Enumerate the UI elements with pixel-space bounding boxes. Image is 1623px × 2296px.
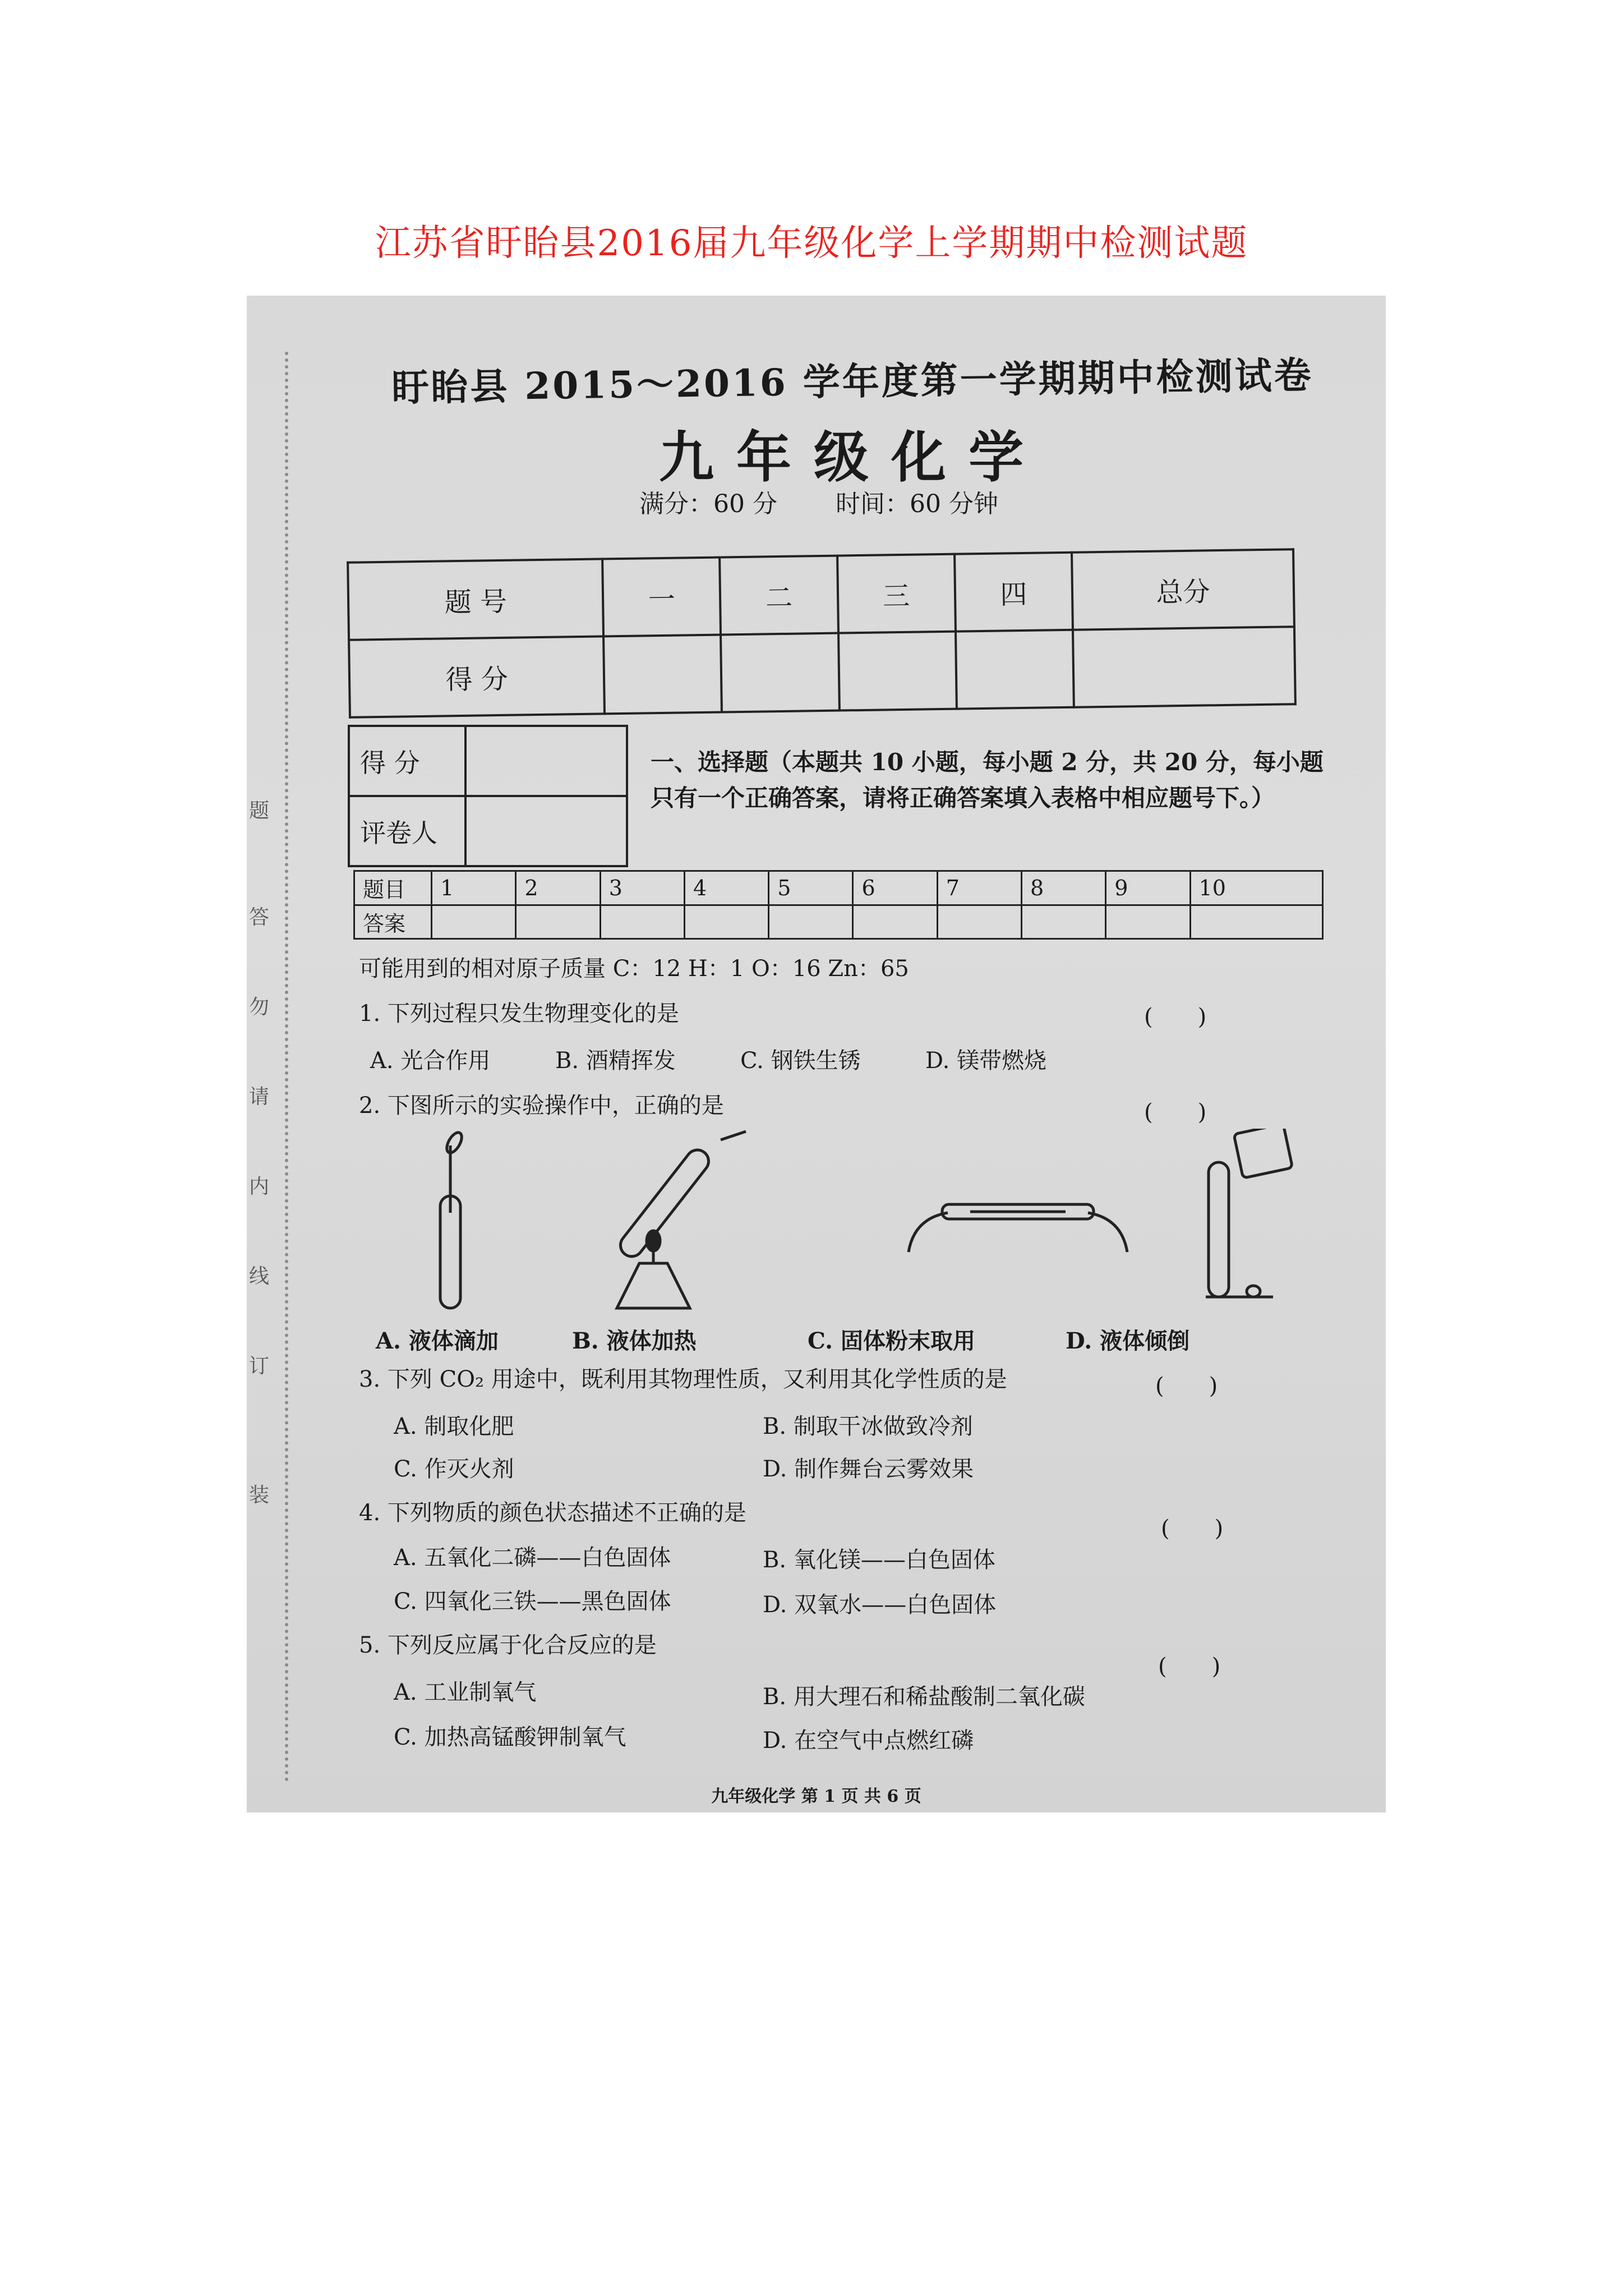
answer-cell[interactable] bbox=[600, 905, 684, 939]
option: B. 酒精挥发 bbox=[555, 1048, 676, 1074]
answer-number: 9 bbox=[1106, 871, 1190, 905]
binding-line bbox=[285, 352, 288, 1782]
option: B. 氧化镁——白色固体 bbox=[763, 1547, 995, 1573]
option: C. 钢铁生锈 bbox=[740, 1048, 861, 1074]
option: D. 双氧水——白色固体 bbox=[763, 1592, 997, 1618]
answer-cell[interactable] bbox=[1190, 905, 1322, 939]
option: C. 加热高锰酸钾制氧气 bbox=[394, 1724, 626, 1750]
answer-cell[interactable] bbox=[769, 905, 853, 939]
option: B. 制取干冰做致冷剂 bbox=[763, 1414, 973, 1439]
exam-subject: 九年级化学 bbox=[658, 425, 1046, 490]
answer-number: 8 bbox=[1022, 871, 1106, 905]
heating-flask-icon bbox=[616, 1131, 746, 1308]
option: C. 作灭火剂 bbox=[394, 1456, 514, 1482]
option: D. 制作舞台云雾效果 bbox=[763, 1456, 974, 1482]
dropper-test-tube-icon bbox=[440, 1130, 465, 1308]
full-score: 满分：60 分 bbox=[639, 490, 777, 518]
answer-row-label: 题目 bbox=[354, 871, 432, 905]
binding-word: 内 bbox=[248, 1175, 269, 1198]
answer-cell[interactable] bbox=[1022, 905, 1106, 939]
answer-paren: ( ) bbox=[1158, 1654, 1221, 1680]
binding-word: 勿 bbox=[248, 996, 269, 1019]
score-cell[interactable] bbox=[1073, 627, 1295, 707]
option: A. 光合作用 bbox=[370, 1048, 491, 1074]
score-header: 一 bbox=[602, 558, 721, 637]
answer-cell[interactable] bbox=[1106, 905, 1190, 939]
exam-time: 时间：60 分钟 bbox=[835, 490, 998, 518]
binding-word: 题 bbox=[248, 799, 269, 822]
grader-score-label: 得 分 bbox=[349, 726, 465, 796]
answer-number: 3 bbox=[600, 871, 684, 905]
score-header: 题 号 bbox=[348, 559, 603, 639]
option: A. 工业制氧气 bbox=[394, 1680, 537, 1705]
answer-paren: ( ) bbox=[1155, 1373, 1218, 1399]
option: D. 在空气中点燃红磷 bbox=[763, 1728, 974, 1754]
option: B. 用大理石和稀盐酸制二氧化碳 bbox=[763, 1684, 1085, 1710]
answer-cell[interactable] bbox=[853, 905, 937, 939]
answer-table bbox=[353, 870, 1324, 940]
question-stem: 1. 下列过程只发生物理变化的是 bbox=[359, 1001, 679, 1027]
score-cell[interactable] bbox=[956, 630, 1074, 709]
answer-number: 4 bbox=[684, 871, 768, 905]
option: A. 制取化肥 bbox=[394, 1414, 514, 1439]
figure-label: C. 固体粉末取用 bbox=[808, 1328, 975, 1354]
question-stem: 4. 下列物质的颜色状态描述不正确的是 bbox=[359, 1500, 746, 1526]
answer-cell[interactable] bbox=[432, 905, 516, 939]
score-header: 总分 bbox=[1072, 549, 1294, 630]
exam-title: 盱眙县 2015～2016 学年度第一学期期中检测试卷 bbox=[391, 353, 1314, 410]
question-stem: 5. 下列反应属于化合反应的是 bbox=[359, 1632, 657, 1658]
answer-number: 2 bbox=[516, 871, 600, 905]
liquid-pouring-icon bbox=[1206, 1129, 1293, 1297]
answer-number: 6 bbox=[853, 871, 937, 905]
score-cell[interactable] bbox=[603, 635, 722, 714]
section1-instructions: 一、选择题（本题共 10 小题，每小题 2 分，共 20 分，每小题只有一个正确答案，请将正确答案填入表格中相应题号下。） bbox=[651, 748, 1324, 812]
answer-paren: ( ) bbox=[1144, 1099, 1207, 1125]
option: C. 四氧化三铁——黑色固体 bbox=[394, 1589, 671, 1614]
answer-number: 7 bbox=[937, 871, 1021, 905]
answer-paren: ( ) bbox=[1144, 1004, 1207, 1030]
binding-word: 请 bbox=[248, 1085, 269, 1108]
answer-paren: ( ) bbox=[1161, 1516, 1224, 1542]
score-header: 四 bbox=[955, 553, 1073, 632]
page-footer: 九年级化学 第 1 页 共 6 页 bbox=[711, 1787, 921, 1806]
score-header: 二 bbox=[720, 556, 838, 635]
binding-word: 线 bbox=[248, 1265, 269, 1288]
powder-spatula-icon bbox=[909, 1204, 1127, 1252]
grader-cell[interactable] bbox=[465, 796, 627, 866]
answer-number: 1 bbox=[432, 871, 516, 905]
document-title: 江苏省盱眙县2016届九年级化学上学期期中检测试题 bbox=[375, 223, 1248, 264]
answer-number: 10 bbox=[1190, 871, 1322, 905]
question-stem: 3. 下列 CO₂ 用途中，既利用其物理性质，又利用其化学性质的是 bbox=[359, 1366, 1007, 1392]
score-cell[interactable] bbox=[721, 633, 839, 712]
question-stem: 2. 下图所示的实验操作中，正确的是 bbox=[359, 1093, 724, 1119]
score-table bbox=[347, 548, 1297, 719]
binding-word: 装 bbox=[248, 1484, 269, 1507]
answer-cell[interactable] bbox=[516, 905, 600, 939]
grader-score-cell[interactable] bbox=[465, 726, 627, 796]
score-cell[interactable] bbox=[838, 632, 957, 711]
answer-number: 5 bbox=[769, 871, 853, 905]
score-row-label: 得 分 bbox=[349, 636, 605, 717]
figure-label: B. 液体加热 bbox=[572, 1328, 697, 1354]
binding-word: 答 bbox=[248, 906, 269, 929]
exam-meta bbox=[639, 484, 1049, 519]
exam-photo bbox=[247, 296, 1386, 1812]
grader-label: 评卷人 bbox=[349, 796, 465, 866]
figure-label: D. 液体倾倒 bbox=[1066, 1328, 1190, 1354]
score-header: 三 bbox=[837, 554, 956, 633]
answer-row-label: 答案 bbox=[354, 905, 432, 939]
figure-label: A. 液体滴加 bbox=[376, 1328, 499, 1354]
answer-cell[interactable] bbox=[684, 905, 768, 939]
binding-word: 订 bbox=[248, 1355, 269, 1378]
answer-cell[interactable] bbox=[937, 905, 1021, 939]
grader-table bbox=[348, 725, 628, 867]
option: D. 镁带燃烧 bbox=[925, 1048, 1047, 1074]
lab-operations-figure bbox=[353, 1129, 1335, 1319]
option: A. 五氧化二磷——白色固体 bbox=[394, 1545, 671, 1571]
atomic-mass-note: 可能用到的相对原子质量 C：12 H：1 O：16 Zn：65 bbox=[359, 956, 909, 982]
